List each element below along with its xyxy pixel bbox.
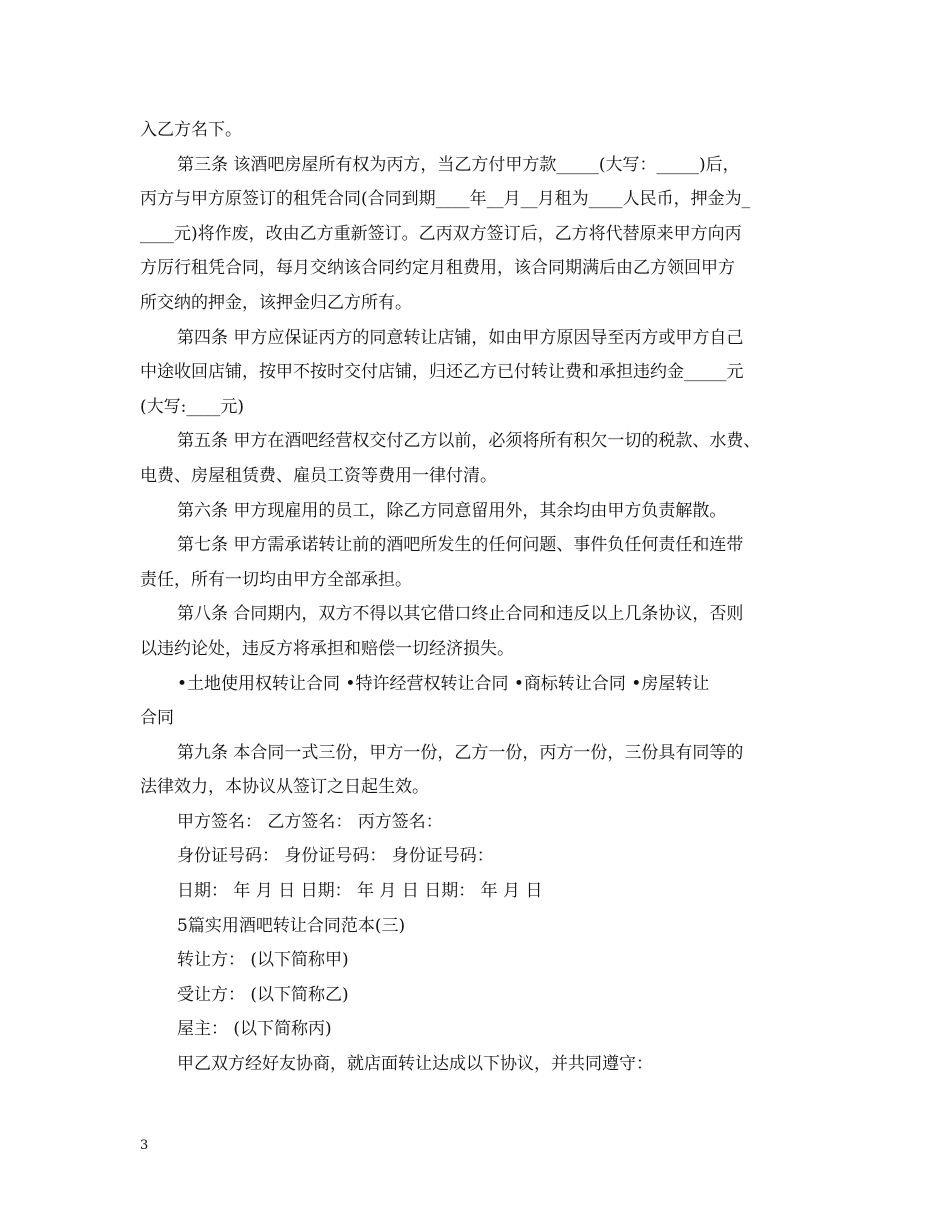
document-body (140, 113, 820, 1082)
related-links: •土地使用权转让合同 •特许经营权转让合同 •商标转让合同 •房屋转让 (177, 673, 710, 694)
clause-3-heading: 第三条 该酒吧房屋所有权为丙方，当乙方付甲方款_____(大写：_____)后， (177, 154, 740, 175)
transferor-line: 转让方： (以下简称甲) (177, 950, 349, 971)
transferee-line: 受让方： (以下简称乙) (177, 984, 349, 1005)
text-line: (大写:____元) (140, 396, 244, 417)
signature-line: 甲方签名： 乙方签名： 丙方签名： (177, 811, 443, 832)
text-line: 电费、房屋租赁费、雇员工资等费用一律付清。 (140, 465, 497, 486)
clause-5-heading: 第五条 甲方在酒吧经营权交付乙方以前，必须将所有积欠一切的税款、水费、 (177, 431, 761, 452)
page-number: 3 (140, 1138, 149, 1153)
text-line: 丙方与甲方原签订的租凭合同(合同到期____年__月__月租为____人民币，押金为_ (140, 189, 751, 210)
text-line: 所交纳的押金，该押金归乙方所有。 (140, 292, 412, 313)
owner-line: 屋主： (以下简称丙) (177, 1019, 332, 1040)
text-line: 合同 (140, 708, 174, 729)
clause-9-heading: 第九条 本合同一式三份，甲方一份，乙方一份，丙方一份，三份具有同等的 (177, 742, 744, 763)
date-line: 日期： 年 月 日 日期： 年 月 日 日期： 年 月 日 (177, 881, 543, 902)
text-line: 以违约论处，违反方将承担和赔偿一切经济损失。 (140, 638, 514, 659)
section-heading: 5篇实用酒吧转让合同范本(三) (177, 915, 406, 936)
agreement-intro: 甲乙双方经好友协商，就店面转让达成以下协议，并共同遵守： (177, 1054, 653, 1075)
text-line: 中途收回店铺，按甲不按时交付店铺，归还乙方已付转让费和承担违约金_____元 (140, 362, 744, 383)
text-line: 法律效力，本协议从签订之日起生效。 (140, 777, 429, 798)
id-number-line: 身份证号码： 身份证号码： 身份证号码： (177, 846, 494, 867)
clause-6: 第六条 甲方现雇用的员工，除乙方同意留用外，其余均由甲方负责解散。 (177, 500, 727, 521)
clause-8-heading: 第八条 合同期内，双方不得以其它借口终止合同和违反以上几条协议，否则 (177, 604, 744, 625)
clause-4-heading: 第四条 甲方应保证丙方的同意转让店铺，如由甲方原因导至丙方或甲方自己 (177, 327, 744, 348)
text-line: 方厉行租凭合同，每月交纳该合同约定月租费用，该合同期满后由乙方领回甲方 (140, 258, 735, 279)
text-line: 入乙方名下。 (140, 120, 242, 140)
text-line: ____元)将作废，改由乙方重新签订。乙丙双方签订后，乙方将代替原来甲方向丙 (140, 223, 742, 244)
clause-7-heading: 第七条 甲方需承诺转让前的酒吧所发生的任何问题、事件负任何责任和连带 (177, 535, 744, 556)
text-line: 责任，所有一切均由甲方全部承担。 (140, 569, 412, 590)
